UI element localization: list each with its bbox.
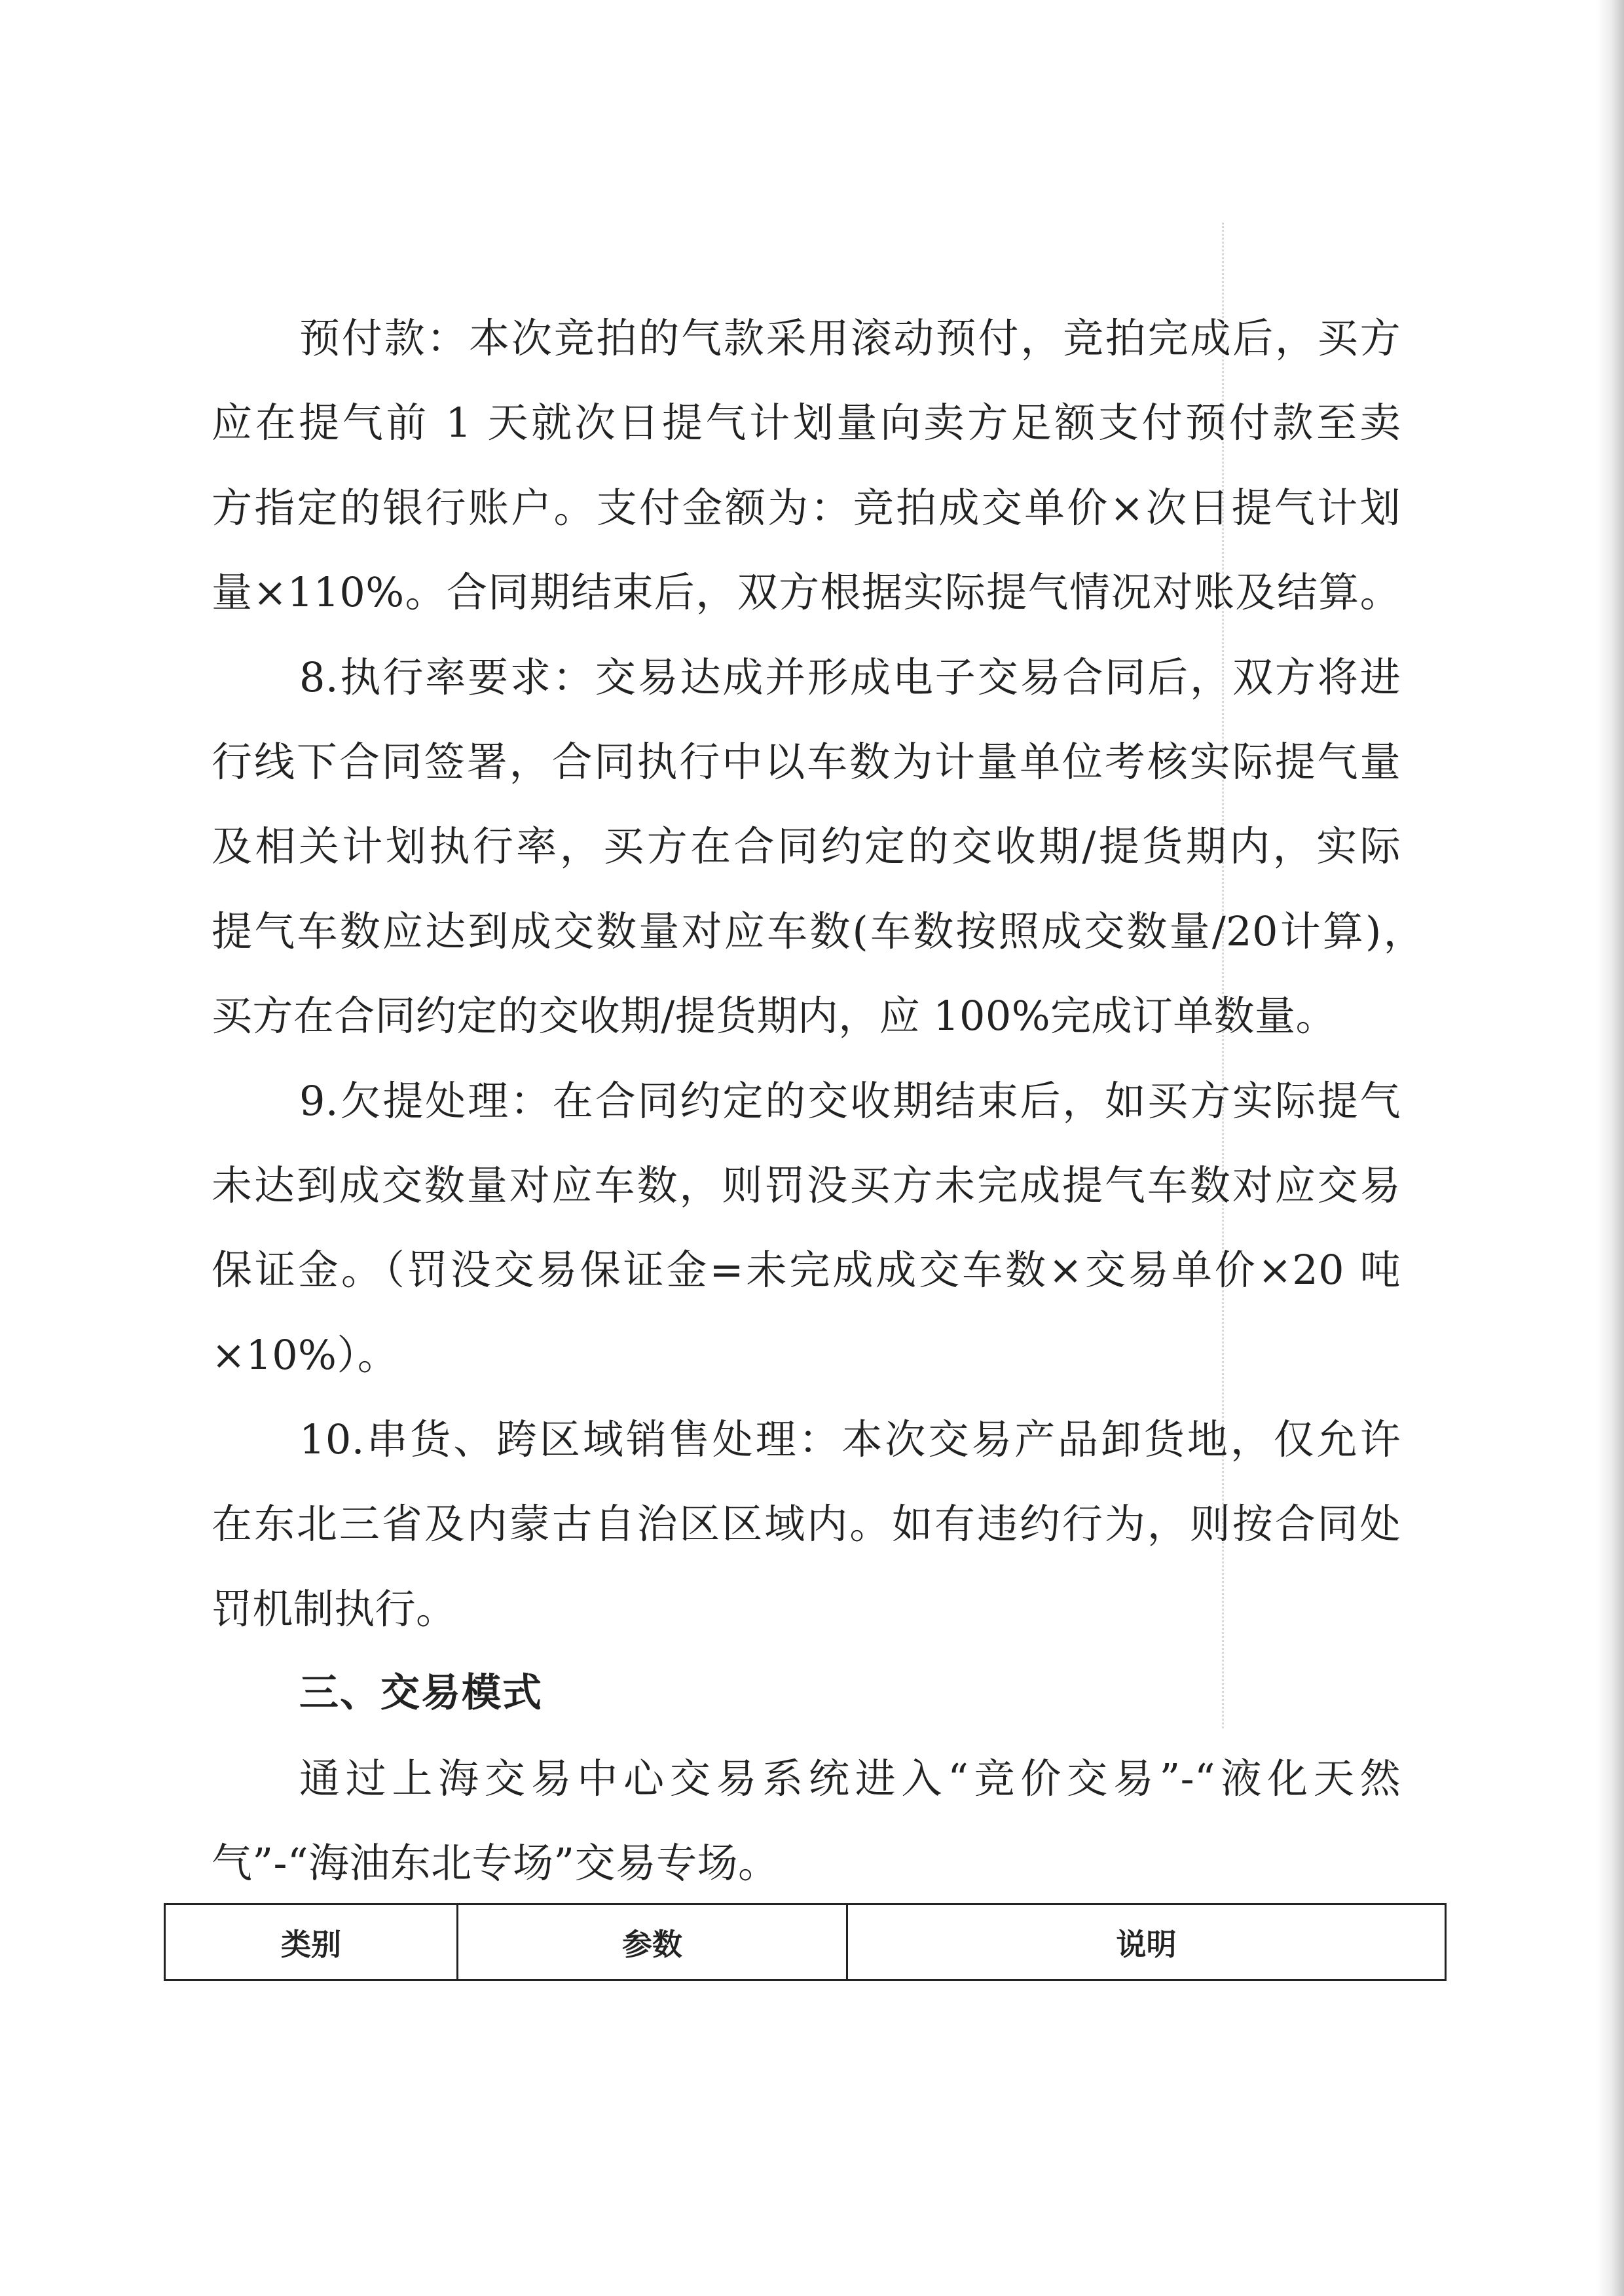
paragraph-execution-rate — [212, 635, 1424, 1059]
paragraph-line: 气”-“海油东北专场”交易专场。 — [212, 1839, 779, 1887]
paragraph-line: 未达到成交数量对应车数，则罚没买方未完成提气车数对应交易 — [212, 1161, 1401, 1209]
paragraph-trading-access — [212, 1736, 1401, 1906]
paragraph-line: 预付款：本次竞拍的气款采用滚动预付，竞拍完成后，买方 — [299, 314, 1401, 362]
table-header-description: 说明 — [847, 1904, 1446, 1980]
table-header-category: 类别 — [165, 1904, 458, 1980]
document-body — [212, 296, 1424, 1905]
paragraph-line: 通过上海交易中心交易系统进入“竞价交易”-“液化天然 — [299, 1754, 1401, 1802]
table-header-row — [165, 1904, 1446, 1980]
table-header-parameter: 参数 — [458, 1904, 847, 1980]
paragraph-line: 行线下合同签署，合同执行中以车数为计量单位考核实际提气量 — [212, 737, 1401, 786]
paragraph-line: 买方在合同约定的交收期/提货期内，应 100%完成订单数量。 — [212, 992, 1337, 1040]
paragraph-line: 在东北三省及内蒙古自治区区域内。如有违约行为，则按合同处 — [212, 1500, 1401, 1548]
paragraph-line: 罚机制执行。 — [212, 1584, 457, 1633]
paragraph-line: 8.执行率要求：交易达成并形成电子交易合同后，双方将进 — [299, 653, 1401, 701]
paragraph-prepayment — [212, 296, 1401, 635]
paragraph-line: 量×110%。合同期结束后，双方根据实际提气情况对账及结算。 — [212, 568, 1401, 617]
scan-edge-shadow — [1596, 0, 1624, 2296]
paragraph-under-lifting — [212, 1059, 1401, 1398]
paragraph-line: 保证金。（罚没交易保证金=未完成成交车数×交易单价×20 吨 — [212, 1246, 1401, 1294]
paragraph-line: 及相关计划执行率，买方在合同约定的交收期/提货期内，实际 — [212, 822, 1401, 871]
section-heading: 三、交易模式 — [299, 1670, 543, 1717]
parameter-table — [164, 1903, 1447, 1981]
paragraph-line: 应在提气前 1 天就次日提气计划量向卖方足额支付预付款至卖 — [212, 399, 1401, 447]
paragraph-cross-region-sales — [212, 1397, 1401, 1651]
paragraph-line: 9.欠提处理：在合同约定的交收期结束后，如买方实际提气 — [299, 1076, 1401, 1125]
paragraph-line: 方指定的银行账户。支付金额为：竞拍成交单价×次日提气计划 — [212, 483, 1401, 532]
paragraph-line: 提气车数应达到成交数量对应车数(车数按照成交数量/20计算)， — [212, 907, 1424, 955]
paragraph-line: 10.串货、跨区域销售处理：本次交易产品卸货地，仅允许 — [299, 1415, 1401, 1464]
paragraph-line: ×10%）。 — [212, 1330, 399, 1379]
